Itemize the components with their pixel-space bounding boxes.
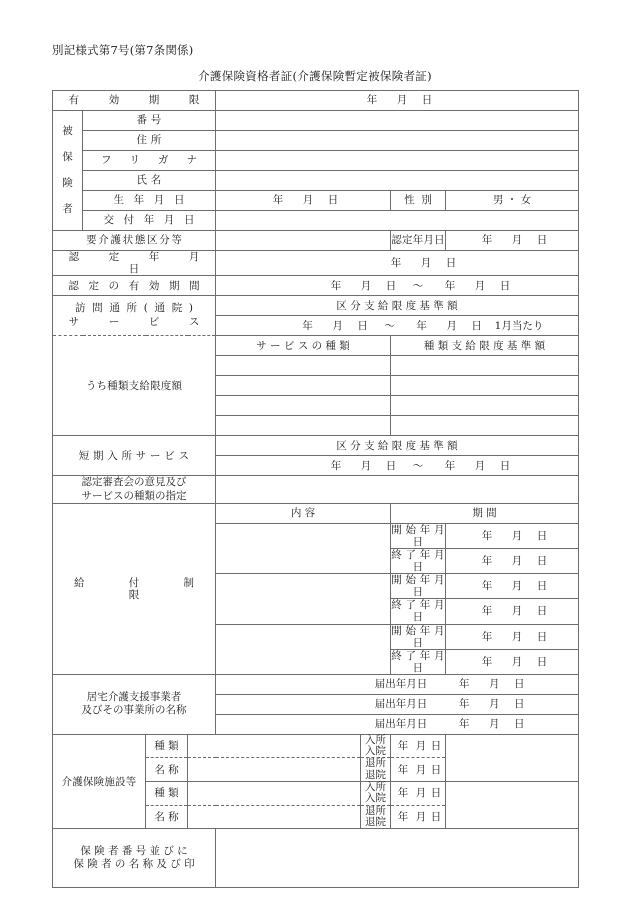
review-board-label-line2: サービスの種類の指定 [81,489,187,502]
facility-discharge-label: 退所 退院 [361,758,391,782]
insured-number-label: 番 号 [83,111,216,131]
care-manager-label-line2: 及びその事業所の名称 [81,704,187,717]
table-row-cert-period [53,276,579,296]
type-limit-amount-value[interactable] [391,356,579,376]
facility-type-value[interactable] [188,782,361,806]
gender-label: 性 別 [391,191,446,211]
insured-name-value[interactable] [216,171,579,191]
table-row-benefit-restriction-header [53,504,579,524]
table-row-insured-name [53,171,579,191]
benefit-restriction-end-label: 終 了 年 月 日 [391,599,445,624]
review-board-value[interactable] [216,476,579,504]
benefit-restriction-content-value[interactable] [216,574,391,624]
insured-label-char: 険 [62,177,73,190]
cert-date-value[interactable]: 年 月 日 [216,251,579,276]
table-row-validity [53,91,579,111]
insured-issue-date-label: 交 付 年 月 日 [83,211,216,231]
insured-address-label: 住 所 [83,131,216,151]
facility-discharge-date-value[interactable]: 年 月 日 [391,758,446,782]
insurer-label [53,829,216,888]
type-limit-amount-value[interactable] [391,416,579,436]
care-level-cert-date-label: 認定年月日 [391,231,446,251]
facility-name-label: 名 称 [146,758,188,782]
validity-value[interactable]: 年 月 日 [216,91,579,111]
type-limit-service-type-value[interactable] [216,376,391,396]
type-limit-service-type-value[interactable] [216,416,391,436]
cert-period-value[interactable]: 年 月 日 〜 年 月 日 [216,276,579,296]
facility-type-label: 種 類 [146,782,188,806]
gender-value[interactable]: 男 ・ 女 [446,191,579,211]
visit-service-label-line2: サ ー ビ ス [68,315,213,328]
insurer-label-line1: 保 険 者 番 号 並 び に [80,844,188,857]
form-number: 別記様式第7号(第7条関係) [52,43,194,57]
facility-admit-date-value[interactable]: 年 月 日 [391,782,446,806]
table-row-facility [53,734,579,758]
facility-admit-date-value[interactable]: 年 月 日 [391,734,446,758]
table-row-type-limit-header [53,336,579,356]
facility-label: 介護保険施設等 [53,734,146,829]
benefit-restriction-end-value[interactable]: 年 月 日 [446,649,579,674]
visit-service-label [53,296,216,336]
insurance-qualification-form [52,90,579,888]
table-row-care-level [53,231,579,251]
table-row-care-manager [53,674,579,694]
care-manager-value[interactable]: 届出年月日 年 月 日 [216,674,579,694]
review-board-label [53,476,216,504]
care-manager-label [53,674,216,734]
insured-issue-date-value[interactable] [216,211,579,231]
facility-type-label: 種 類 [146,734,188,758]
benefit-restriction-end-label: 終 了 年 月 日 [391,649,445,674]
insured-name-label: 氏 名 [83,171,216,191]
visit-service-label-line1: 訪 問 通 所 ( 通 院 ) [74,302,195,315]
benefit-restriction-start-value[interactable]: 年 月 日 [446,574,579,599]
table-row-insured-number [53,111,579,131]
insured-person-vertical-label [53,111,83,231]
benefit-restriction-end-value[interactable]: 年 月 日 [446,549,579,574]
insured-label-char: 者 [62,203,73,216]
short-stay-period-value[interactable]: 年 月 日 〜 年 月 日 [216,456,579,476]
table-row-short-stay-header [53,436,579,456]
table-row-insured-address [53,131,579,151]
benefit-restriction-content-value[interactable] [216,524,391,574]
notify-date-label: 届出年月日 [374,698,428,711]
validity-label: 有 効 期 限 [53,91,216,111]
care-manager-value[interactable]: 届出年月日 年 月 日 [216,714,579,734]
care-level-label: 要介護状態区分等 [53,231,216,251]
care-level-value[interactable] [216,231,391,251]
insured-furigana-label: フ リ ガ ナ [83,151,216,171]
benefit-restriction-content-value[interactable] [216,624,391,674]
facility-discharge-label: 退所 退院 [361,805,391,829]
notify-date-label: 届出年月日 [374,718,428,731]
benefit-restriction-start-value[interactable]: 年 月 日 [446,624,579,649]
table-row-visit-service-header [53,296,579,316]
insured-furigana-value[interactable] [216,151,579,171]
facility-discharge-date-value[interactable]: 年 月 日 [391,805,446,829]
cert-date-label: 認 定 年 月 日 [53,251,216,276]
benefit-restriction-col-period: 期 間 [391,504,579,524]
care-level-cert-date-value[interactable]: 年 月 日 [446,231,579,251]
short-stay-label: 短 期 入 所 サ ー ビ ス [53,436,216,476]
review-board-label-line1: 認定審査会の意見及び [81,476,187,489]
facility-admit-label: 入所 入院 [361,782,391,806]
type-limit-col-type-limit: 種 類 支 給 限 度 基 準 額 [391,336,579,356]
insured-birthdate-label: 生 年 月 日 [83,191,216,211]
insured-number-value[interactable] [216,111,579,131]
visit-service-period-value[interactable]: 年 月 日 〜 年 月 日 1月当たり [216,316,579,336]
type-limit-amount-value[interactable] [391,376,579,396]
table-row-review-board [53,476,579,504]
facility-admit-label: 入所 入院 [361,734,391,758]
table-row-insurer [53,829,579,888]
notify-date-label: 届出年月日 [374,678,428,691]
table-row-cert-date [53,251,579,276]
table-row-insured-furigana [53,151,579,171]
type-limit-label: うち種類支給限度額 [53,336,216,436]
facility-name-value[interactable] [188,758,361,782]
insured-address-value[interactable] [216,131,579,151]
type-limit-col-service-type: サ ー ビ ス の 種 類 [216,336,391,356]
benefit-restriction-col-content: 内 容 [216,504,391,524]
benefit-restriction-end-value[interactable]: 年 月 日 [446,599,579,624]
insurer-value[interactable] [216,829,579,888]
care-manager-label-line1: 居宅介護支援事業者 [86,690,182,703]
facility-name-value[interactable] [188,805,361,829]
table-row-insured-issue-date [53,211,579,231]
type-limit-service-type-value[interactable] [216,356,391,376]
benefit-restriction-start-label: 開 始 年 月 日 [391,574,445,599]
visit-service-limit-header: 区 分 支 給 限 度 基 準 額 [216,296,579,316]
page-title: 介護保険資格者証(介護保険暫定被保険者証) [198,69,432,83]
insurer-label-line2: 保 険 者 の 名 称 及 び 印 [73,858,195,871]
benefit-restriction-start-label: 開 始 年 月 日 [391,624,445,649]
insured-label-char: 被 [62,125,73,138]
benefit-restriction-end-label: 終 了 年 月 日 [391,549,445,574]
table-row-insured-birthdate [53,191,579,211]
benefit-restriction-label: 給 付 制 限 [53,504,216,675]
insured-birthdate-value[interactable]: 年 月 日 [216,191,391,211]
facility-note-value[interactable] [446,782,579,829]
short-stay-limit-header: 区 分 支 給 限 度 基 準 額 [216,436,579,456]
insured-label-char: 保 [62,151,73,164]
type-limit-amount-value[interactable] [391,396,579,416]
benefit-restriction-start-value[interactable]: 年 月 日 [446,524,579,549]
facility-type-value[interactable] [188,734,361,758]
facility-note-value[interactable] [446,734,579,781]
cert-period-label: 認 定 の 有 効 期 間 [53,276,216,296]
per-month-note: 1月当たり [494,319,544,332]
care-manager-value[interactable]: 届出年月日 年 月 日 [216,694,579,714]
facility-name-label: 名 称 [146,805,188,829]
benefit-restriction-start-label: 開 始 年 月 日 [391,524,445,549]
type-limit-service-type-value[interactable] [216,396,391,416]
